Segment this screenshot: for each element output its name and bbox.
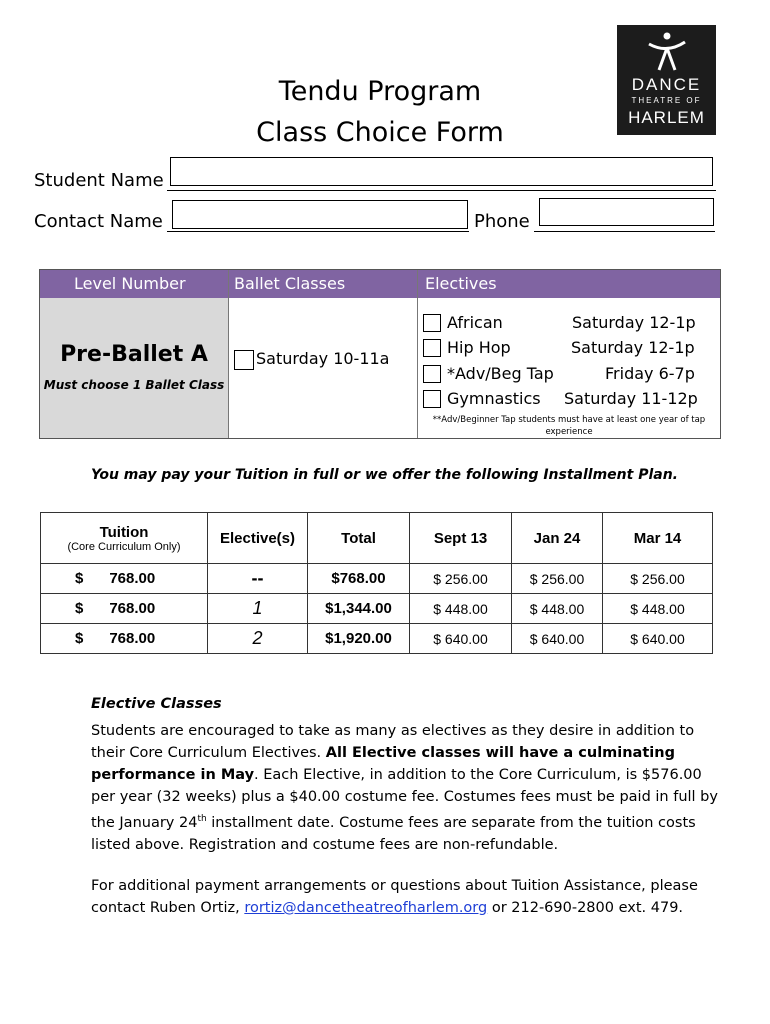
th-sept: Sept 13 [410,513,512,564]
tuition-table [40,512,713,654]
elective-hiphop-time: Saturday 12-1p [571,338,695,357]
phone-input[interactable] [539,198,714,226]
elective-african-checkbox[interactable] [423,314,441,332]
elective-paragraph [91,720,721,856]
mar-amount: $ 448.00 [603,594,713,624]
student-name-label: Student Name [34,170,164,191]
jan-amount: $ 448.00 [512,594,603,624]
sept-amount: $ 256.00 [410,564,512,594]
th-jan: Jan 24 [512,513,603,564]
elective-hiphop-checkbox[interactable] [423,339,441,357]
elective-tap-time: Friday 6-7p [605,364,695,383]
dance-theatre-of-harlem-logo [617,25,716,135]
class-choice-table [39,269,721,439]
elective-text-c: . Each Elective, in addition to the Core Curriculum, is $576.00 per year (32 weeks) plus a $40.00 costume fee. Costumes fees must be paid in full by the January 24 [91,767,718,831]
elective-gymnastics-label: Gymnastics [447,389,541,408]
elective-gymnastics-time: Saturday 11-12p [564,389,698,408]
elective-text-bold: All Elective classes will have a culminating performance in May [91,745,675,783]
contact-text-a: For additional payment arrangements or questions about Tuition Assistance, please contact Ruben Ortiz, [91,878,698,916]
student-name-input[interactable] [170,157,713,186]
table-row [41,564,713,594]
th-total: Total [308,513,410,564]
electives-count: -- [208,564,308,594]
header-level-number: Level Number [74,274,186,293]
header-ballet-classes: Ballet Classes [234,274,346,293]
th-mar: Mar 14 [603,513,713,564]
jan-amount: $ 640.00 [512,624,603,654]
header-electives: Electives [425,274,497,293]
class-table-header [40,270,720,298]
elective-text-sup: th [197,814,207,824]
tuition-cell [41,564,208,594]
student-name-underline [167,190,716,191]
th-electives: Elective(s) [208,513,308,564]
phone-label: Phone [474,211,530,232]
contact-paragraph [91,875,721,919]
elective-hiphop-label: Hip Hop [447,338,511,357]
tap-note-line-2: experience [545,427,593,437]
logo-line-3: HARLEM [628,108,705,127]
elective-tap-checkbox[interactable] [423,365,441,383]
sept-amount: $ 640.00 [410,624,512,654]
elective-tap-label: *Adv/Beg Tap [447,364,554,383]
mar-amount: $ 640.00 [603,624,713,654]
email-link[interactable]: rortiz@dancetheatreofharlem.org [244,900,488,916]
ballet-saturday-checkbox[interactable] [234,350,254,370]
elective-african-time: Saturday 12-1p [572,313,696,332]
currency: $ [75,630,84,647]
ballet-saturday-label: Saturday 10-11a [256,349,390,368]
tap-note-line-1: **Adv/Beginner Tap students must have at least one year of tap [432,415,706,425]
elective-text-a: Students are encouraged to take as many as electives as they desire in addition to their Core Curriculum Electives. [91,723,695,761]
currency: $ [75,600,84,617]
total-amount: $768.00 [308,564,410,594]
tuition-amount: 768.00 [109,600,156,617]
jan-amount: $ 256.00 [512,564,603,594]
tuition-cell [41,594,208,624]
mar-amount: $ 256.00 [603,564,713,594]
form-title-line-2: Class Choice Form [256,117,504,148]
contact-text-b: or 212-690-2800 ext. 479. [487,900,684,916]
table-row [41,594,713,624]
tuition-amount: 768.00 [109,570,156,587]
th-tuition-label: Tuition [99,523,149,541]
tap-note [418,414,720,438]
elective-african-label: African [447,313,503,332]
elective-text-d: installment date. Costume fees are separate from the tuition costs listed above. Registration and costume fees are non-refundable. [91,814,696,853]
logo-line-2: THEATRE OF [631,96,702,105]
table-row [41,624,713,654]
dancer-icon [645,30,689,74]
electives-count: 1 [208,594,308,624]
level-note: Must choose 1 Ballet Class [43,378,225,392]
th-tuition-sub: (Core Curriculum Only) [67,540,181,553]
payment-intro: You may pay your Tuition in full or we offer the following Installment Plan. [91,467,679,483]
total-amount: $1,920.00 [308,624,410,654]
tuition-amount: 768.00 [109,630,156,647]
form-title-line-1: Tendu Program [278,76,482,107]
currency: $ [75,570,84,587]
sept-amount: $ 448.00 [410,594,512,624]
total-amount: $1,344.00 [308,594,410,624]
level-name: Pre-Ballet A [60,342,208,367]
contact-name-underline [167,231,469,232]
tuition-cell [41,624,208,654]
elective-gymnastics-checkbox[interactable] [423,390,441,408]
phone-underline [534,231,715,232]
electives-count: 2 [208,624,308,654]
contact-name-label: Contact Name [34,211,163,232]
contact-name-input[interactable] [172,200,468,229]
elective-classes-heading: Elective Classes [91,696,222,712]
th-tuition [41,513,208,564]
level-cell [40,298,228,438]
logo-line-1: DANCE [631,75,702,94]
